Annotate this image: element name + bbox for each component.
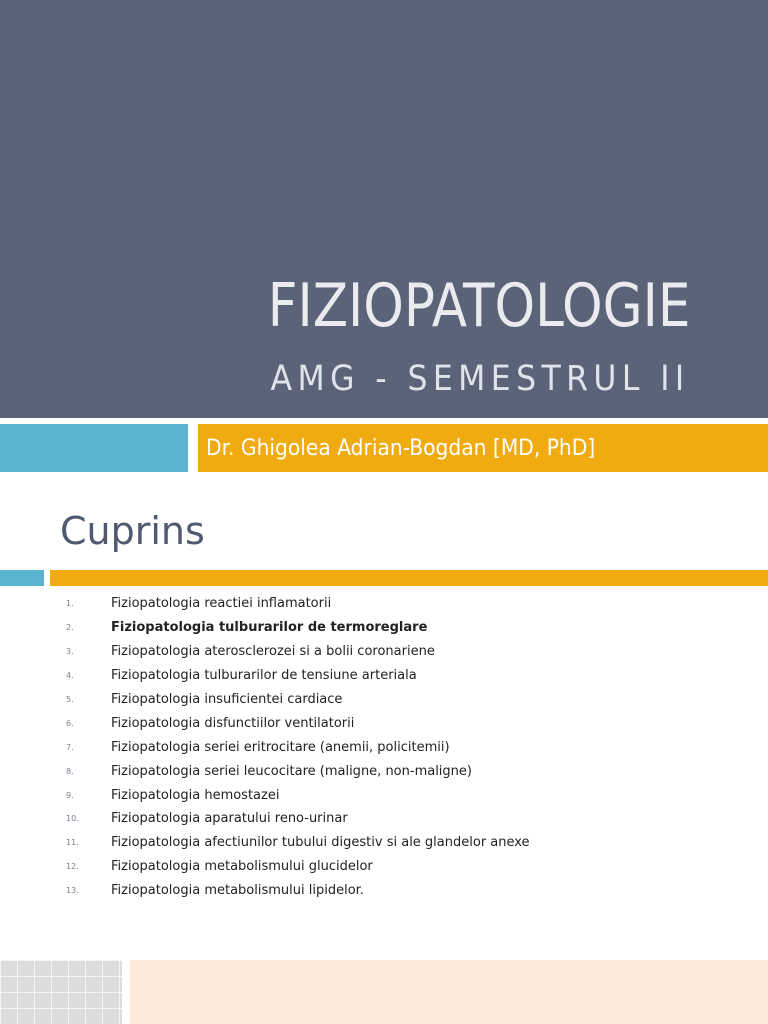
list-item-text: Fiziopatologia tulburarilor de termoreglare <box>111 620 428 636</box>
list-item-number: 2. <box>66 623 74 633</box>
list-item <box>0 759 768 783</box>
next-slide-panel <box>130 960 768 1024</box>
list-item-number: 13. <box>66 886 79 896</box>
list-item-number: 12. <box>66 862 79 872</box>
author-bar <box>198 424 768 472</box>
list-item-text: Fiziopatologia afectiunilor tubului digestiv si ale glandelor anexe <box>111 835 530 851</box>
list-item-text: Fiziopatologia tulburarilor de tensiune arteriala <box>111 668 417 684</box>
list-item <box>0 664 768 688</box>
list-item-number: 11. <box>66 838 79 848</box>
list-item-number: 6. <box>66 718 74 728</box>
list-item-text: Fiziopatologia metabolismului lipidelor. <box>111 883 364 899</box>
list-item <box>0 783 768 807</box>
accent-orange-bar <box>50 570 768 586</box>
list-item-number: 5. <box>66 695 74 704</box>
list-item <box>0 688 768 712</box>
list-item-number: 9. <box>66 790 74 800</box>
list-item <box>0 807 768 831</box>
slide-subtitle: AMG - SEMESTRUL II <box>270 359 690 399</box>
list-item-number: 7. <box>66 742 74 752</box>
author-name: Dr. Ghigolea Adrian-Bogdan [MD, PhD] <box>206 435 596 461</box>
list-item <box>0 640 768 664</box>
list-item-number: 10. <box>66 814 79 824</box>
title-slide-panel <box>0 0 768 418</box>
list-item-text: Fiziopatologia reactiei inflamatorii <box>111 596 332 612</box>
list-item-text: Fiziopatologia aterosclerozei si a bolii coronariene <box>111 644 435 660</box>
contents-heading: Cuprins <box>60 509 205 553</box>
list-item-text: Fiziopatologia seriei eritrocitare (anemii, policitemii) <box>111 739 450 755</box>
list-item-text: Fiziopatologia metabolismului glucidelor <box>111 859 373 875</box>
list-item-number: 8. <box>66 766 74 776</box>
list-item <box>0 616 768 640</box>
list-item-number: 3. <box>66 647 74 657</box>
accent-blue-bar <box>0 570 44 586</box>
list-item-text: Fiziopatologia disfunctiilor ventilatorii <box>111 715 355 731</box>
list-item-text: Fiziopatologia aparatului reno-urinar <box>111 811 348 827</box>
list-item-number: 1. <box>66 599 74 609</box>
accent-blue-block <box>0 424 188 472</box>
list-item <box>0 735 768 759</box>
list-item-text: Fiziopatologia hemostazei <box>111 787 280 803</box>
list-item-number: 4. <box>66 671 74 681</box>
contents-list <box>0 592 768 903</box>
list-item <box>0 855 768 879</box>
grid-pattern-panel <box>0 960 122 1024</box>
list-item <box>0 711 768 735</box>
slide-title: FIZIOPATOLOGIE <box>267 271 690 341</box>
list-item <box>0 879 768 903</box>
list-item <box>0 592 768 616</box>
list-item-text: Fiziopatologia seriei leucocitare (maligne, non-maligne) <box>111 763 472 779</box>
list-item <box>0 831 768 855</box>
list-item-text: Fiziopatologia insuficientei cardiace <box>111 692 343 707</box>
